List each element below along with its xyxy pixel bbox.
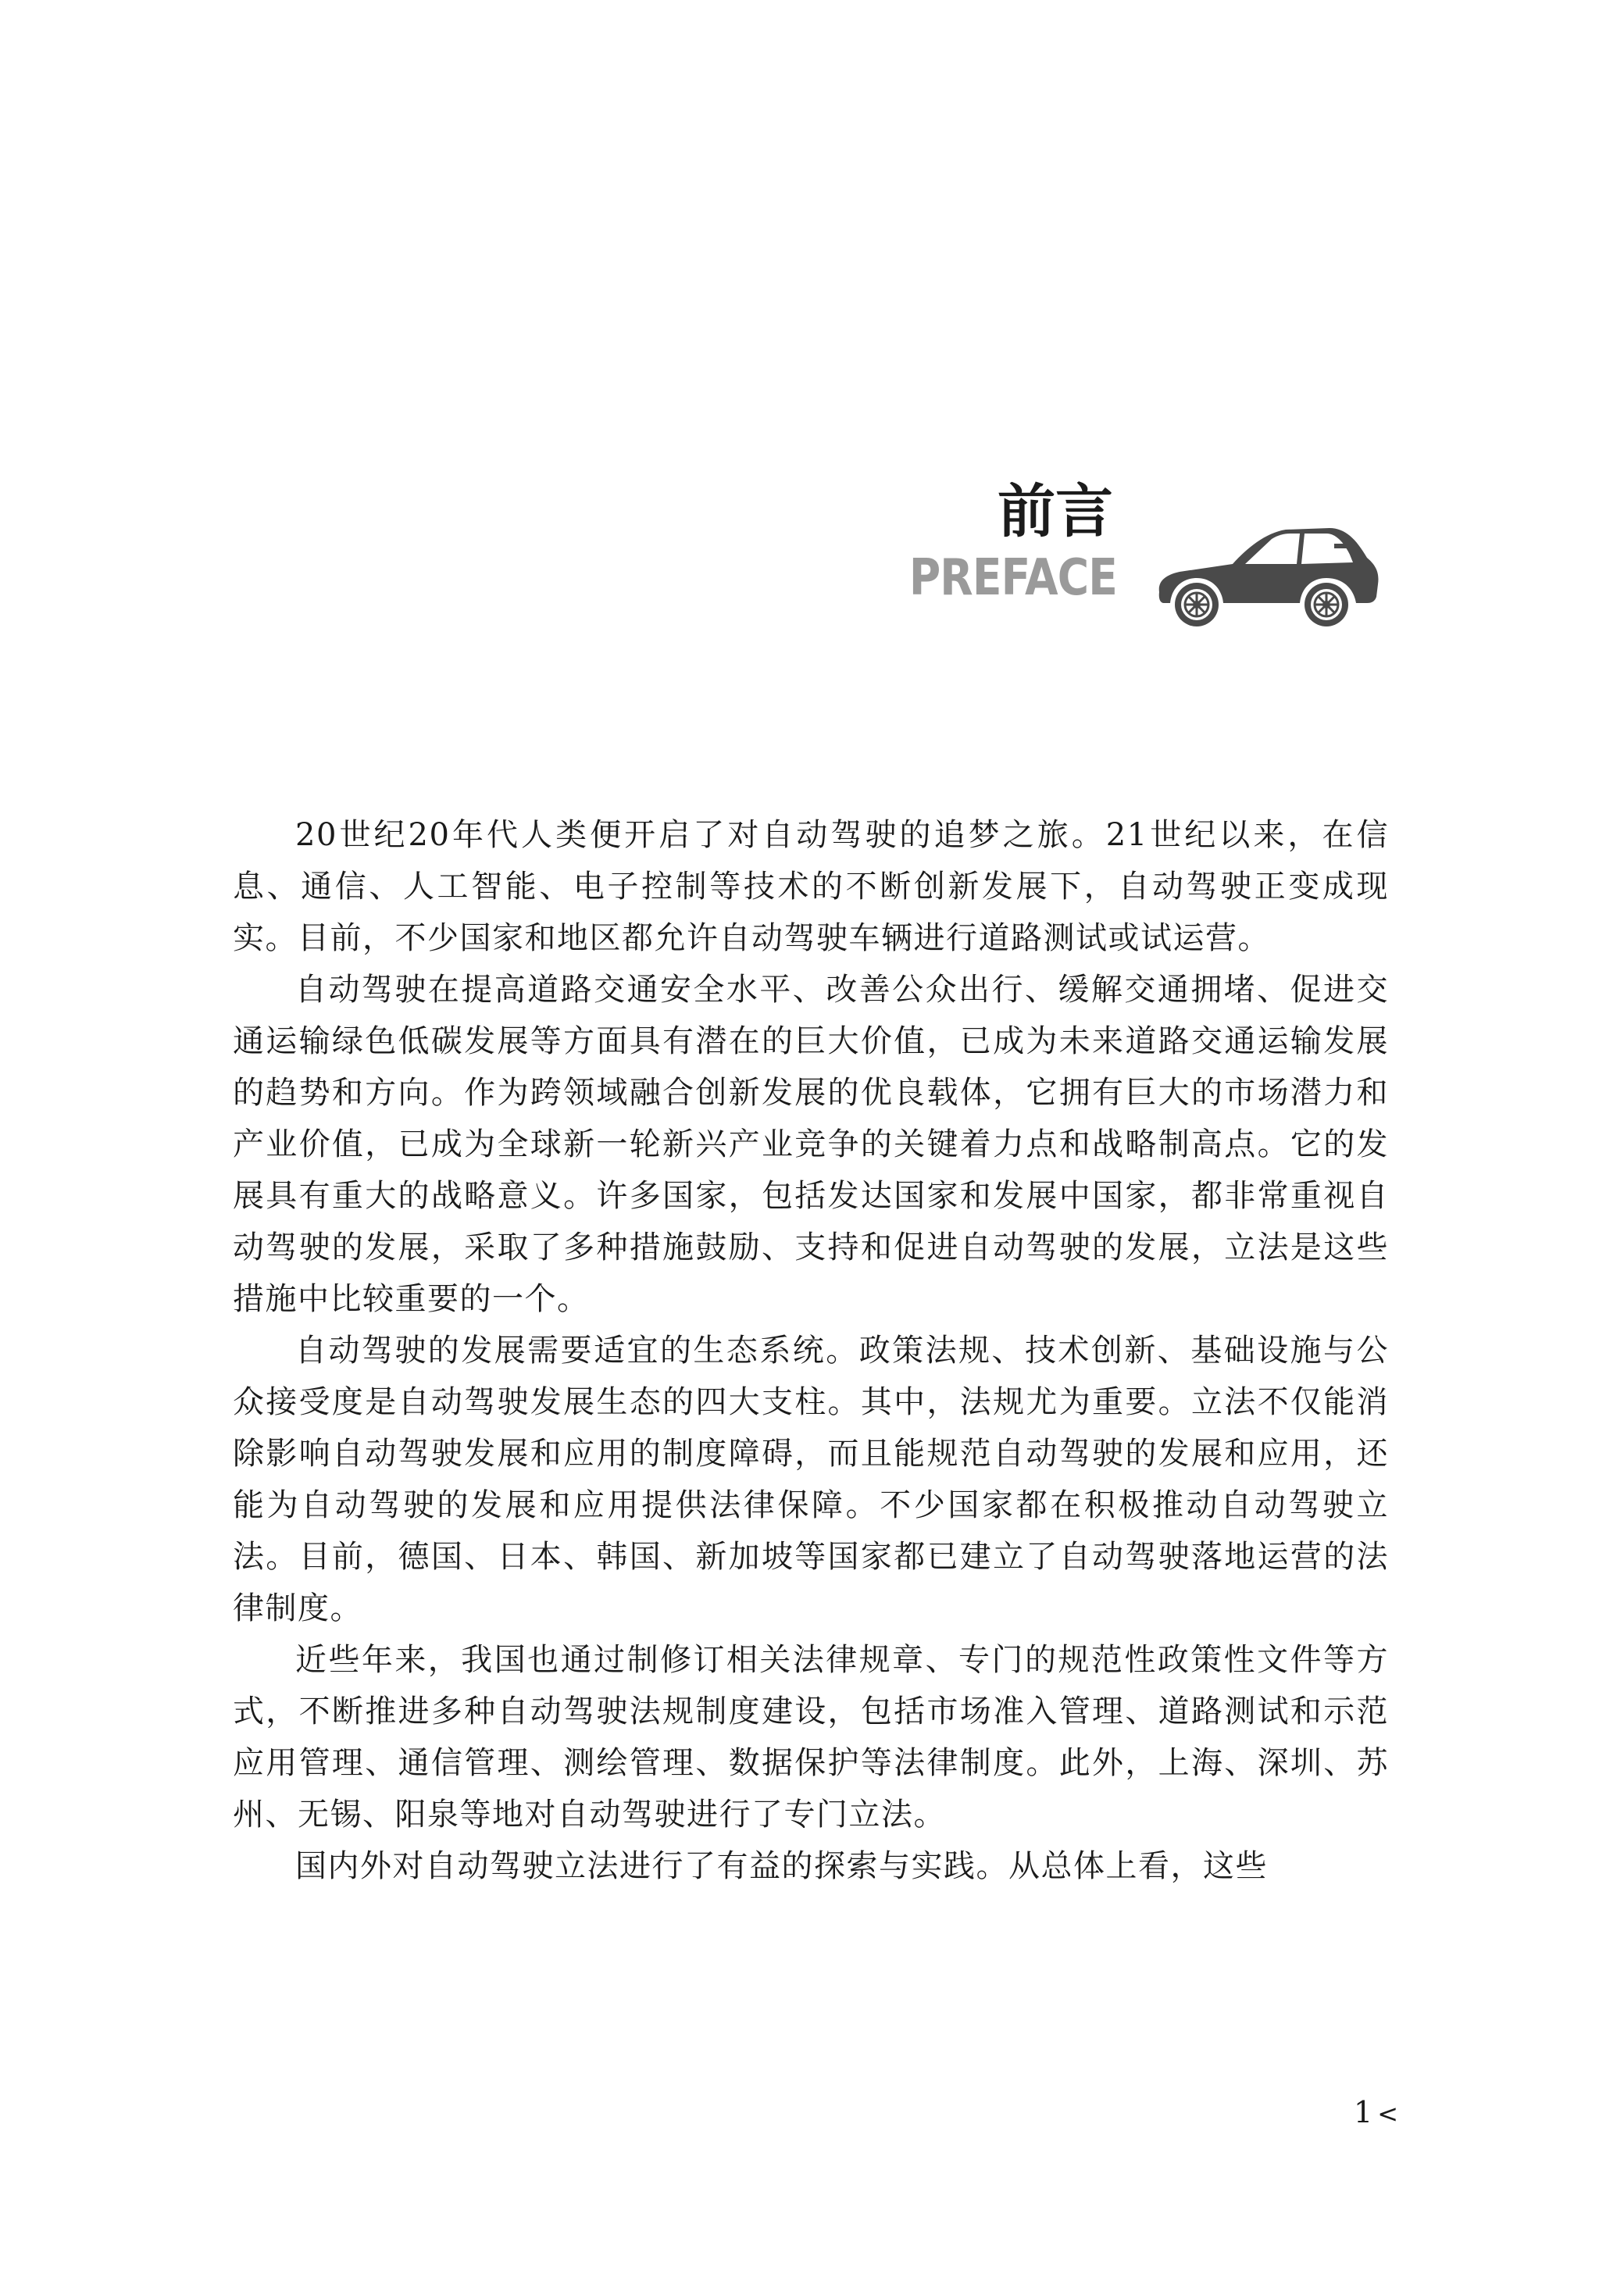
car-icon xyxy=(1148,516,1383,633)
paragraph: 20世纪20年代人类便开启了对自动驾驶的追梦之旅。21世纪以来，在信息、通信、人工智能、电子控制等技术的不断创新发展下，自动驾驶正变成现实。目前，不少国家和地区都允许自动驾驶车辆进行道路测试或试运营。 xyxy=(233,817,1389,956)
paragraph: 自动驾驶在提高道路交通安全水平、改善公众出行、缓解交通拥堵、促进交通运输绿色低碳发展等方面具有潜在的巨大价值，已成为未来道路交通运输发展的趋势和方向。作为跨领域融合创新发展的优良载体，它拥有巨大的市场潜力和产业价值，已成为全球新一轮新兴产业竞争的关键着力点和战略制高点。它的发展具有重大的战略意义。许多国家，包括发达国家和发展中国家，都非常重视自动驾驶的发展，采取了多种措施鼓励、支持和促进自动驾驶的发展，立法是这些措施中比较重要的一个。 xyxy=(233,972,1389,1317)
preface-body xyxy=(233,809,1389,1892)
page-number xyxy=(1320,2093,1398,2133)
page-marker-icon: < xyxy=(1377,2099,1398,2129)
page-number-value: 1 xyxy=(1354,2095,1373,2129)
page-title: 前言 xyxy=(998,478,1113,545)
paragraph: 自动驾驶的发展需要适宜的生态系统。政策法规、技术创新、基础设施与公众接受度是自动驾驶发展生态的四大支柱。其中，法规尤为重要。立法不仅能消除影响自动驾驶发展和应用的制度障碍，而且能规范自动驾驶的发展和应用，还能为自动驾驶的发展和应用提供法律保障。不少国家都在积极推动自动驾驶立法。目前，德国、日本、韩国、新加坡等国家都已建立了自动驾驶落地运营的法律制度。 xyxy=(233,1333,1389,1626)
page-subtitle-en: PREFACE xyxy=(908,549,1117,607)
preface-heading xyxy=(0,0,1624,703)
paragraph: 国内外对自动驾驶立法进行了有益的探索与实践。从总体上看，这些 xyxy=(295,1848,1268,1884)
paragraph: 近些年来，我国也通过制修订相关法律规章、专门的规范性政策性文件等方式，不断推进多种自动驾驶法规制度建设，包括市场准入管理、道路测试和示范应用管理、通信管理、测绘管理、数据保护等法律制度。此外，上海、深圳、苏州、无锡、阳泉等地对自动驾驶进行了专门立法。 xyxy=(233,1642,1389,1833)
